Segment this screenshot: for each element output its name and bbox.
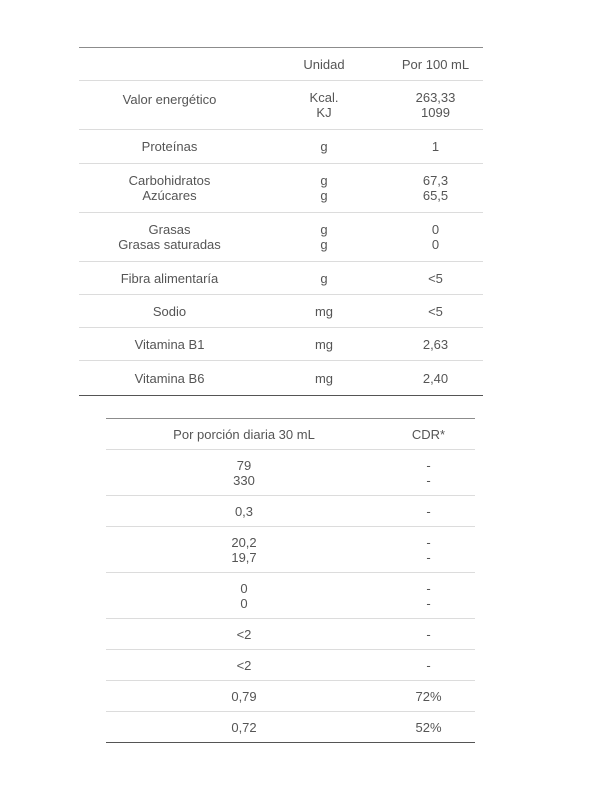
nutrient-name: Grasas Grasas saturadas bbox=[118, 222, 221, 252]
table-header-row bbox=[79, 48, 483, 81]
table-row bbox=[106, 527, 475, 573]
nutrient-name: Fibra alimentaría bbox=[120, 270, 219, 286]
nutrient-name: Sodio bbox=[152, 303, 187, 319]
portion-value: 20,2 19,7 bbox=[231, 534, 257, 565]
cdr-value: - - bbox=[426, 580, 431, 611]
table-row bbox=[79, 130, 483, 164]
table-row bbox=[106, 650, 475, 681]
nutrient-name: Vitamina B6 bbox=[134, 370, 205, 386]
table-row bbox=[79, 295, 483, 328]
nutrition-table-per-100ml bbox=[79, 47, 483, 396]
portion-value: <2 bbox=[236, 626, 252, 642]
nutrient-value: 0 0 bbox=[431, 222, 440, 252]
table-row bbox=[79, 164, 483, 213]
nutrient-unit: mg bbox=[314, 336, 334, 352]
portion-value: <2 bbox=[236, 657, 252, 673]
nutrition-table-daily-portion bbox=[106, 418, 475, 743]
table-row bbox=[106, 573, 475, 619]
header-per-100ml: Por 100 mL bbox=[401, 56, 470, 72]
portion-value: 0 0 bbox=[240, 580, 248, 611]
nutrient-unit: g g bbox=[320, 173, 328, 203]
portion-value: 79 330 bbox=[233, 457, 255, 488]
nutrient-value: 1 bbox=[431, 139, 440, 154]
cdr-value: - bbox=[426, 657, 431, 673]
table-row bbox=[106, 450, 475, 496]
nutrient-unit: Kcal. KJ bbox=[309, 90, 339, 120]
table-row bbox=[106, 681, 475, 712]
table-row bbox=[106, 619, 475, 650]
nutrient-unit: mg bbox=[314, 370, 334, 386]
header-unit: Unidad bbox=[303, 56, 345, 72]
nutrient-unit: g bbox=[320, 270, 328, 286]
nutrient-value: 67,3 65,5 bbox=[422, 173, 449, 203]
nutrient-name: Carbohidratos Azúcares bbox=[128, 173, 211, 203]
portion-value: 0,79 bbox=[231, 688, 257, 704]
table-row bbox=[79, 81, 483, 130]
nutrient-unit: g g bbox=[320, 222, 328, 252]
portion-value: 0,3 bbox=[234, 503, 254, 519]
cdr-value: - - bbox=[426, 457, 431, 488]
nutrient-value: <5 bbox=[428, 303, 443, 319]
nutrient-name: Vitamina B1 bbox=[134, 336, 205, 352]
cdr-value: 72% bbox=[415, 688, 442, 704]
nutrient-name: Valor energético bbox=[122, 92, 217, 107]
nutrient-value: 2,63 bbox=[422, 336, 449, 352]
table-row bbox=[79, 262, 483, 295]
cdr-value: - - bbox=[426, 534, 431, 565]
table-row bbox=[79, 361, 483, 395]
table-row bbox=[106, 496, 475, 527]
header-cdr: CDR* bbox=[411, 426, 446, 442]
table-row bbox=[79, 213, 483, 262]
cdr-value: - bbox=[426, 503, 431, 519]
nutrient-value: 263,33 1099 bbox=[415, 90, 456, 120]
table-row bbox=[79, 328, 483, 361]
nutrient-value: <5 bbox=[428, 270, 443, 286]
nutrient-unit: g bbox=[320, 139, 328, 154]
table-header-row bbox=[106, 419, 475, 450]
nutrient-value: 2,40 bbox=[422, 370, 449, 386]
nutrient-name: Proteínas bbox=[141, 139, 198, 154]
table-row bbox=[106, 712, 475, 742]
cdr-value: - bbox=[426, 626, 431, 642]
portion-value: 0,72 bbox=[231, 719, 257, 735]
nutrient-unit: mg bbox=[314, 303, 334, 319]
header-daily-portion: Por porción diaria 30 mL bbox=[173, 426, 315, 442]
cdr-value: 52% bbox=[415, 719, 442, 735]
